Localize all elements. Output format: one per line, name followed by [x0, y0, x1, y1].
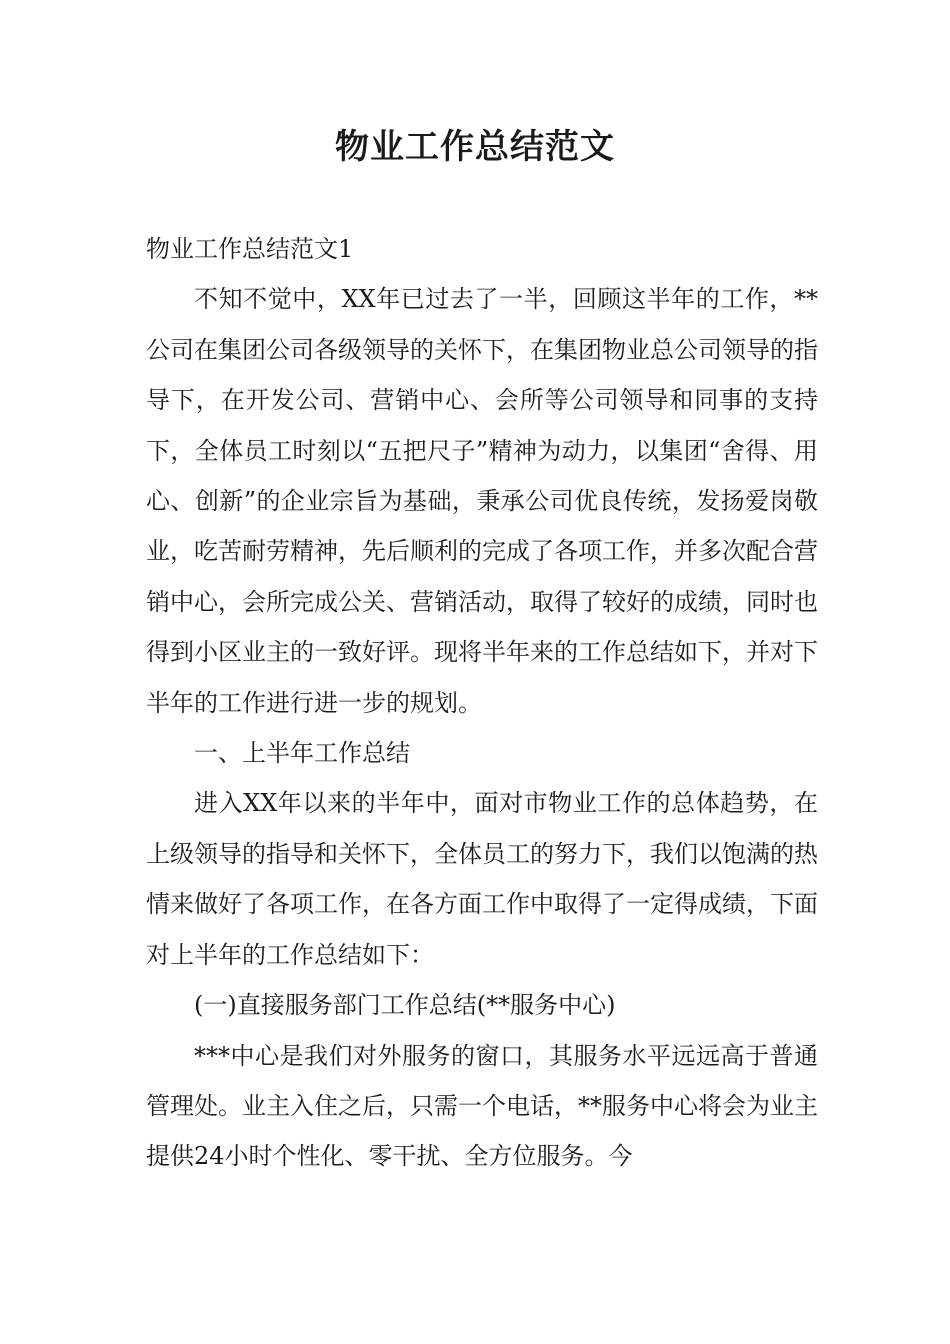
- section-heading-1: 物业工作总结范文1: [146, 235, 354, 263]
- document-body: [146, 224, 818, 1182]
- subsection-heading-service-center: (一)直接服务部门工作总结(**服务中心): [194, 991, 616, 1020]
- section-heading-first-half-summary: 一、上半年工作总结: [194, 739, 410, 768]
- paragraph-first-half: 进入XX年以来的半年中，面对市物业工作的总体趋势，在上级领导的指导和关怀下，全体员工的努力下，我们以饱满的热情来做好了各项工作，在各方面工作中取得了一定得成绩，下面对上半年的工作总结如下：: [146, 789, 818, 969]
- paragraph-intro: 不知不觉中，XX年已过去了一半，回顾这半年的工作，**公司在集团公司各级领导的关怀下，在集团物业总公司领导的指导下，在开发公司、营销中心、会所等公司领导和同事的支持下，全体员工时刻以“五把尺子”精神为动力，以集团“舍得、用心、创新”的企业宗旨为基础，秉承公司优良传统，发扬爱岗敬业，吃苦耐劳精神，先后顺利的完成了各项工作，并多次配合营销中心，会所完成公关、营销活动，取得了较好的成绩，同时也得到小区业主的一致好评。现将半年来的工作总结如下，并对下半年的工作进行进一步的规划。: [146, 285, 818, 717]
- document-title: 物业工作总结范文: [335, 127, 615, 167]
- paragraph-service-center: ***中心是我们对外服务的窗口，其服务水平远远高于普通管理处。业主入住之后，只需一个电话，**服务中心将会为业主提供24小时个性化、零干扰、全方位服务。今: [146, 1041, 818, 1171]
